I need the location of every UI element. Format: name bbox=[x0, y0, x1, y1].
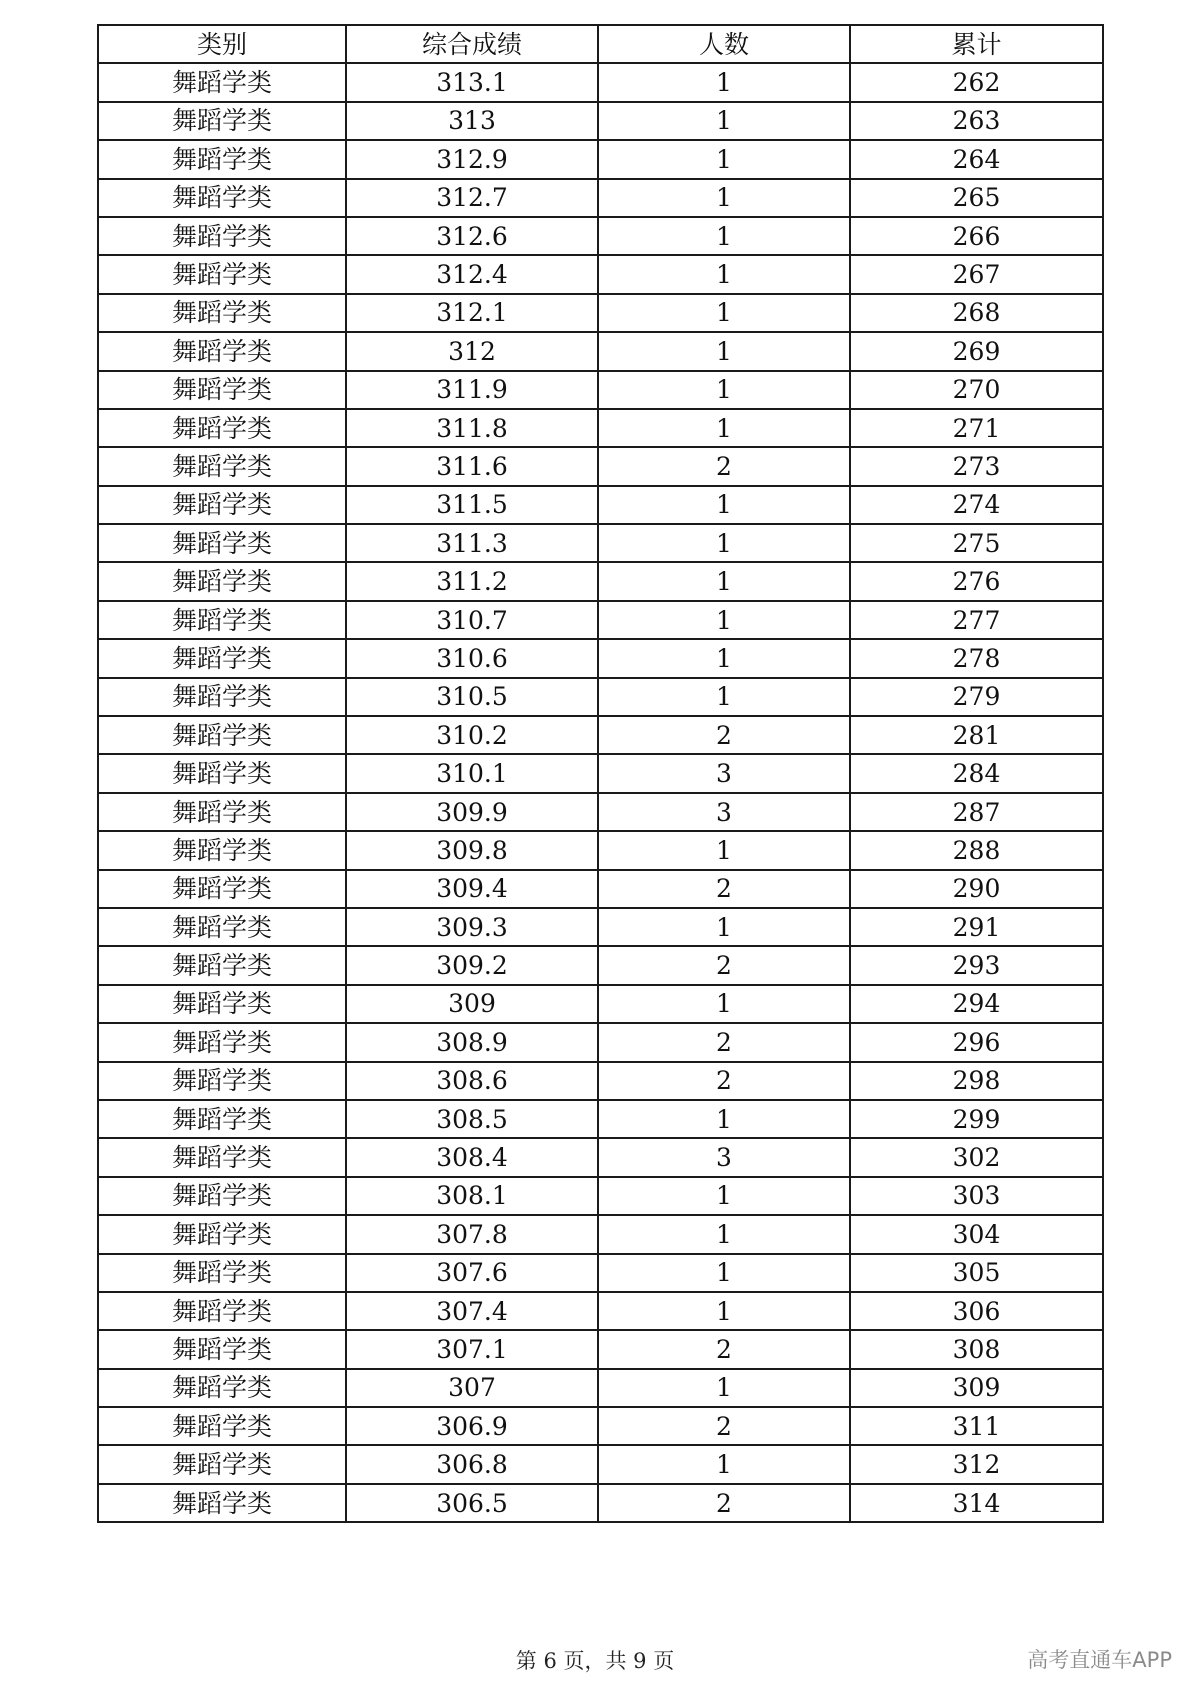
score-table-container bbox=[97, 24, 1102, 1523]
table-row bbox=[98, 639, 1103, 677]
cell-category: 舞蹈学类 bbox=[98, 678, 346, 716]
cell-category: 舞蹈学类 bbox=[98, 332, 346, 370]
cell-cumulative: 262 bbox=[850, 63, 1103, 101]
table-row bbox=[98, 1138, 1103, 1176]
cell-category: 舞蹈学类 bbox=[98, 946, 346, 984]
cell-score: 309.4 bbox=[346, 870, 598, 908]
cell-count: 3 bbox=[598, 1138, 850, 1176]
cell-score: 311.8 bbox=[346, 409, 598, 447]
cell-cumulative: 263 bbox=[850, 102, 1103, 140]
cell-category: 舞蹈学类 bbox=[98, 255, 346, 293]
cell-count: 1 bbox=[598, 409, 850, 447]
table-row bbox=[98, 179, 1103, 217]
cell-cumulative: 277 bbox=[850, 601, 1103, 639]
cell-count: 1 bbox=[598, 179, 850, 217]
cell-cumulative: 302 bbox=[850, 1138, 1103, 1176]
cell-score: 310.6 bbox=[346, 639, 598, 677]
table-row bbox=[98, 63, 1103, 101]
cell-category: 舞蹈学类 bbox=[98, 1330, 346, 1368]
cell-count: 1 bbox=[598, 294, 850, 332]
cell-count: 1 bbox=[598, 1292, 850, 1330]
table-body bbox=[98, 63, 1103, 1522]
cell-category: 舞蹈学类 bbox=[98, 831, 346, 869]
cell-count: 1 bbox=[598, 332, 850, 370]
table-row bbox=[98, 985, 1103, 1023]
cell-cumulative: 308 bbox=[850, 1330, 1103, 1368]
table-row bbox=[98, 102, 1103, 140]
cell-score: 311.3 bbox=[346, 524, 598, 562]
table-row bbox=[98, 870, 1103, 908]
cell-count: 1 bbox=[598, 217, 850, 255]
cell-count: 1 bbox=[598, 908, 850, 946]
cell-category: 舞蹈学类 bbox=[98, 486, 346, 524]
cell-cumulative: 311 bbox=[850, 1407, 1103, 1445]
cell-score: 309.3 bbox=[346, 908, 598, 946]
cell-count: 1 bbox=[598, 102, 850, 140]
cell-count: 1 bbox=[598, 1177, 850, 1215]
table-row bbox=[98, 1484, 1103, 1522]
cell-count: 1 bbox=[598, 601, 850, 639]
cell-category: 舞蹈学类 bbox=[98, 447, 346, 485]
cell-cumulative: 296 bbox=[850, 1023, 1103, 1061]
cell-score: 312.7 bbox=[346, 179, 598, 217]
cell-score: 310.5 bbox=[346, 678, 598, 716]
cell-count: 1 bbox=[598, 63, 850, 101]
cell-count: 2 bbox=[598, 716, 850, 754]
cell-category: 舞蹈学类 bbox=[98, 1100, 346, 1138]
cell-score: 308.4 bbox=[346, 1138, 598, 1176]
cell-cumulative: 290 bbox=[850, 870, 1103, 908]
cell-category: 舞蹈学类 bbox=[98, 102, 346, 140]
cell-category: 舞蹈学类 bbox=[98, 63, 346, 101]
watermark-text: 高考直通车APP bbox=[1027, 1648, 1172, 1672]
cell-category: 舞蹈学类 bbox=[98, 908, 346, 946]
cell-cumulative: 303 bbox=[850, 1177, 1103, 1215]
cell-score: 307.4 bbox=[346, 1292, 598, 1330]
cell-category: 舞蹈学类 bbox=[98, 639, 346, 677]
cell-cumulative: 305 bbox=[850, 1254, 1103, 1292]
table-row bbox=[98, 294, 1103, 332]
cell-count: 2 bbox=[598, 1023, 850, 1061]
cell-cumulative: 274 bbox=[850, 486, 1103, 524]
cell-count: 1 bbox=[598, 985, 850, 1023]
cell-score: 312.6 bbox=[346, 217, 598, 255]
cell-count: 3 bbox=[598, 754, 850, 792]
cell-cumulative: 294 bbox=[850, 985, 1103, 1023]
table-row bbox=[98, 1062, 1103, 1100]
cell-cumulative: 291 bbox=[850, 908, 1103, 946]
cell-category: 舞蹈学类 bbox=[98, 1445, 346, 1483]
table-row bbox=[98, 524, 1103, 562]
table-row bbox=[98, 1254, 1103, 1292]
cell-category: 舞蹈学类 bbox=[98, 217, 346, 255]
table-row bbox=[98, 255, 1103, 293]
cell-category: 舞蹈学类 bbox=[98, 870, 346, 908]
cell-category: 舞蹈学类 bbox=[98, 1062, 346, 1100]
cell-category: 舞蹈学类 bbox=[98, 601, 346, 639]
cell-score: 312.1 bbox=[346, 294, 598, 332]
table-row bbox=[98, 1177, 1103, 1215]
cell-score: 309.2 bbox=[346, 946, 598, 984]
cell-cumulative: 273 bbox=[850, 447, 1103, 485]
cell-cumulative: 275 bbox=[850, 524, 1103, 562]
cell-count: 2 bbox=[598, 1062, 850, 1100]
cell-category: 舞蹈学类 bbox=[98, 1369, 346, 1407]
header-count: 人数 bbox=[598, 25, 850, 63]
cell-category: 舞蹈学类 bbox=[98, 1215, 346, 1253]
table-row bbox=[98, 678, 1103, 716]
table-row bbox=[98, 1100, 1103, 1138]
cell-cumulative: 304 bbox=[850, 1215, 1103, 1253]
table-row bbox=[98, 1215, 1103, 1253]
cell-score: 308.5 bbox=[346, 1100, 598, 1138]
cell-score: 308.1 bbox=[346, 1177, 598, 1215]
cell-category: 舞蹈学类 bbox=[98, 1292, 346, 1330]
cell-category: 舞蹈学类 bbox=[98, 1484, 346, 1522]
cell-count: 2 bbox=[598, 1330, 850, 1368]
cell-score: 312 bbox=[346, 332, 598, 370]
cell-cumulative: 288 bbox=[850, 831, 1103, 869]
cell-count: 1 bbox=[598, 1369, 850, 1407]
table-row bbox=[98, 1445, 1103, 1483]
table-row bbox=[98, 562, 1103, 600]
cell-count: 1 bbox=[598, 371, 850, 409]
cell-score: 307.6 bbox=[346, 1254, 598, 1292]
cell-cumulative: 293 bbox=[850, 946, 1103, 984]
cell-score: 310.1 bbox=[346, 754, 598, 792]
cell-count: 2 bbox=[598, 1484, 850, 1522]
cell-score: 307 bbox=[346, 1369, 598, 1407]
cell-count: 2 bbox=[598, 447, 850, 485]
table-row bbox=[98, 1023, 1103, 1061]
table-header-row bbox=[98, 25, 1103, 63]
cell-category: 舞蹈学类 bbox=[98, 371, 346, 409]
table-row bbox=[98, 332, 1103, 370]
cell-count: 1 bbox=[598, 140, 850, 178]
cell-count: 1 bbox=[598, 1445, 850, 1483]
cell-count: 1 bbox=[598, 486, 850, 524]
cell-category: 舞蹈学类 bbox=[98, 716, 346, 754]
cell-score: 311.2 bbox=[346, 562, 598, 600]
cell-score: 309 bbox=[346, 985, 598, 1023]
cell-category: 舞蹈学类 bbox=[98, 409, 346, 447]
cell-count: 1 bbox=[598, 562, 850, 600]
cell-count: 2 bbox=[598, 946, 850, 984]
table-row bbox=[98, 217, 1103, 255]
cell-count: 1 bbox=[598, 1215, 850, 1253]
cell-cumulative: 314 bbox=[850, 1484, 1103, 1522]
cell-score: 306.8 bbox=[346, 1445, 598, 1483]
cell-count: 3 bbox=[598, 793, 850, 831]
cell-category: 舞蹈学类 bbox=[98, 524, 346, 562]
cell-category: 舞蹈学类 bbox=[98, 1254, 346, 1292]
cell-cumulative: 279 bbox=[850, 678, 1103, 716]
cell-score: 307.1 bbox=[346, 1330, 598, 1368]
table-row bbox=[98, 754, 1103, 792]
table-row bbox=[98, 908, 1103, 946]
cell-cumulative: 264 bbox=[850, 140, 1103, 178]
cell-cumulative: 269 bbox=[850, 332, 1103, 370]
cell-count: 2 bbox=[598, 870, 850, 908]
cell-category: 舞蹈学类 bbox=[98, 1407, 346, 1445]
cell-score: 309.8 bbox=[346, 831, 598, 869]
score-table bbox=[97, 24, 1104, 1523]
cell-cumulative: 268 bbox=[850, 294, 1103, 332]
cell-category: 舞蹈学类 bbox=[98, 179, 346, 217]
cell-score: 311.9 bbox=[346, 371, 598, 409]
cell-category: 舞蹈学类 bbox=[98, 562, 346, 600]
cell-cumulative: 270 bbox=[850, 371, 1103, 409]
cell-score: 306.9 bbox=[346, 1407, 598, 1445]
table-row bbox=[98, 140, 1103, 178]
cell-count: 1 bbox=[598, 524, 850, 562]
table-row bbox=[98, 1407, 1103, 1445]
cell-cumulative: 266 bbox=[850, 217, 1103, 255]
cell-cumulative: 267 bbox=[850, 255, 1103, 293]
table-row bbox=[98, 601, 1103, 639]
header-score: 综合成绩 bbox=[346, 25, 598, 63]
cell-category: 舞蹈学类 bbox=[98, 793, 346, 831]
cell-cumulative: 265 bbox=[850, 179, 1103, 217]
cell-count: 1 bbox=[598, 1254, 850, 1292]
cell-category: 舞蹈学类 bbox=[98, 1023, 346, 1061]
cell-score: 311.6 bbox=[346, 447, 598, 485]
cell-score: 311.5 bbox=[346, 486, 598, 524]
cell-cumulative: 298 bbox=[850, 1062, 1103, 1100]
cell-count: 1 bbox=[598, 678, 850, 716]
cell-score: 312.9 bbox=[346, 140, 598, 178]
cell-cumulative: 287 bbox=[850, 793, 1103, 831]
table-row bbox=[98, 831, 1103, 869]
cell-count: 1 bbox=[598, 639, 850, 677]
table-row bbox=[98, 409, 1103, 447]
cell-cumulative: 276 bbox=[850, 562, 1103, 600]
cell-score: 308.9 bbox=[346, 1023, 598, 1061]
cell-count: 1 bbox=[598, 1100, 850, 1138]
table-row bbox=[98, 716, 1103, 754]
cell-category: 舞蹈学类 bbox=[98, 140, 346, 178]
cell-score: 306.5 bbox=[346, 1484, 598, 1522]
cell-category: 舞蹈学类 bbox=[98, 985, 346, 1023]
table-row bbox=[98, 946, 1103, 984]
cell-score: 312.4 bbox=[346, 255, 598, 293]
table-row bbox=[98, 371, 1103, 409]
cell-cumulative: 306 bbox=[850, 1292, 1103, 1330]
table-row bbox=[98, 486, 1103, 524]
cell-cumulative: 281 bbox=[850, 716, 1103, 754]
cell-score: 309.9 bbox=[346, 793, 598, 831]
table-row bbox=[98, 447, 1103, 485]
cell-cumulative: 284 bbox=[850, 754, 1103, 792]
header-cumulative: 累计 bbox=[850, 25, 1103, 63]
cell-category: 舞蹈学类 bbox=[98, 754, 346, 792]
cell-cumulative: 312 bbox=[850, 1445, 1103, 1483]
cell-score: 310.7 bbox=[346, 601, 598, 639]
cell-count: 1 bbox=[598, 831, 850, 869]
cell-score: 313.1 bbox=[346, 63, 598, 101]
page-number: 第 6 页，共 9 页 bbox=[515, 1649, 675, 1673]
cell-score: 313 bbox=[346, 102, 598, 140]
cell-category: 舞蹈学类 bbox=[98, 1138, 346, 1176]
table-row bbox=[98, 1369, 1103, 1407]
table-row bbox=[98, 1330, 1103, 1368]
cell-score: 310.2 bbox=[346, 716, 598, 754]
cell-category: 舞蹈学类 bbox=[98, 294, 346, 332]
cell-cumulative: 271 bbox=[850, 409, 1103, 447]
cell-count: 2 bbox=[598, 1407, 850, 1445]
cell-cumulative: 278 bbox=[850, 639, 1103, 677]
table-row bbox=[98, 1292, 1103, 1330]
cell-category: 舞蹈学类 bbox=[98, 1177, 346, 1215]
header-category: 类别 bbox=[98, 25, 346, 63]
cell-score: 308.6 bbox=[346, 1062, 598, 1100]
cell-cumulative: 299 bbox=[850, 1100, 1103, 1138]
cell-score: 307.8 bbox=[346, 1215, 598, 1253]
cell-count: 1 bbox=[598, 255, 850, 293]
table-row bbox=[98, 793, 1103, 831]
cell-cumulative: 309 bbox=[850, 1369, 1103, 1407]
